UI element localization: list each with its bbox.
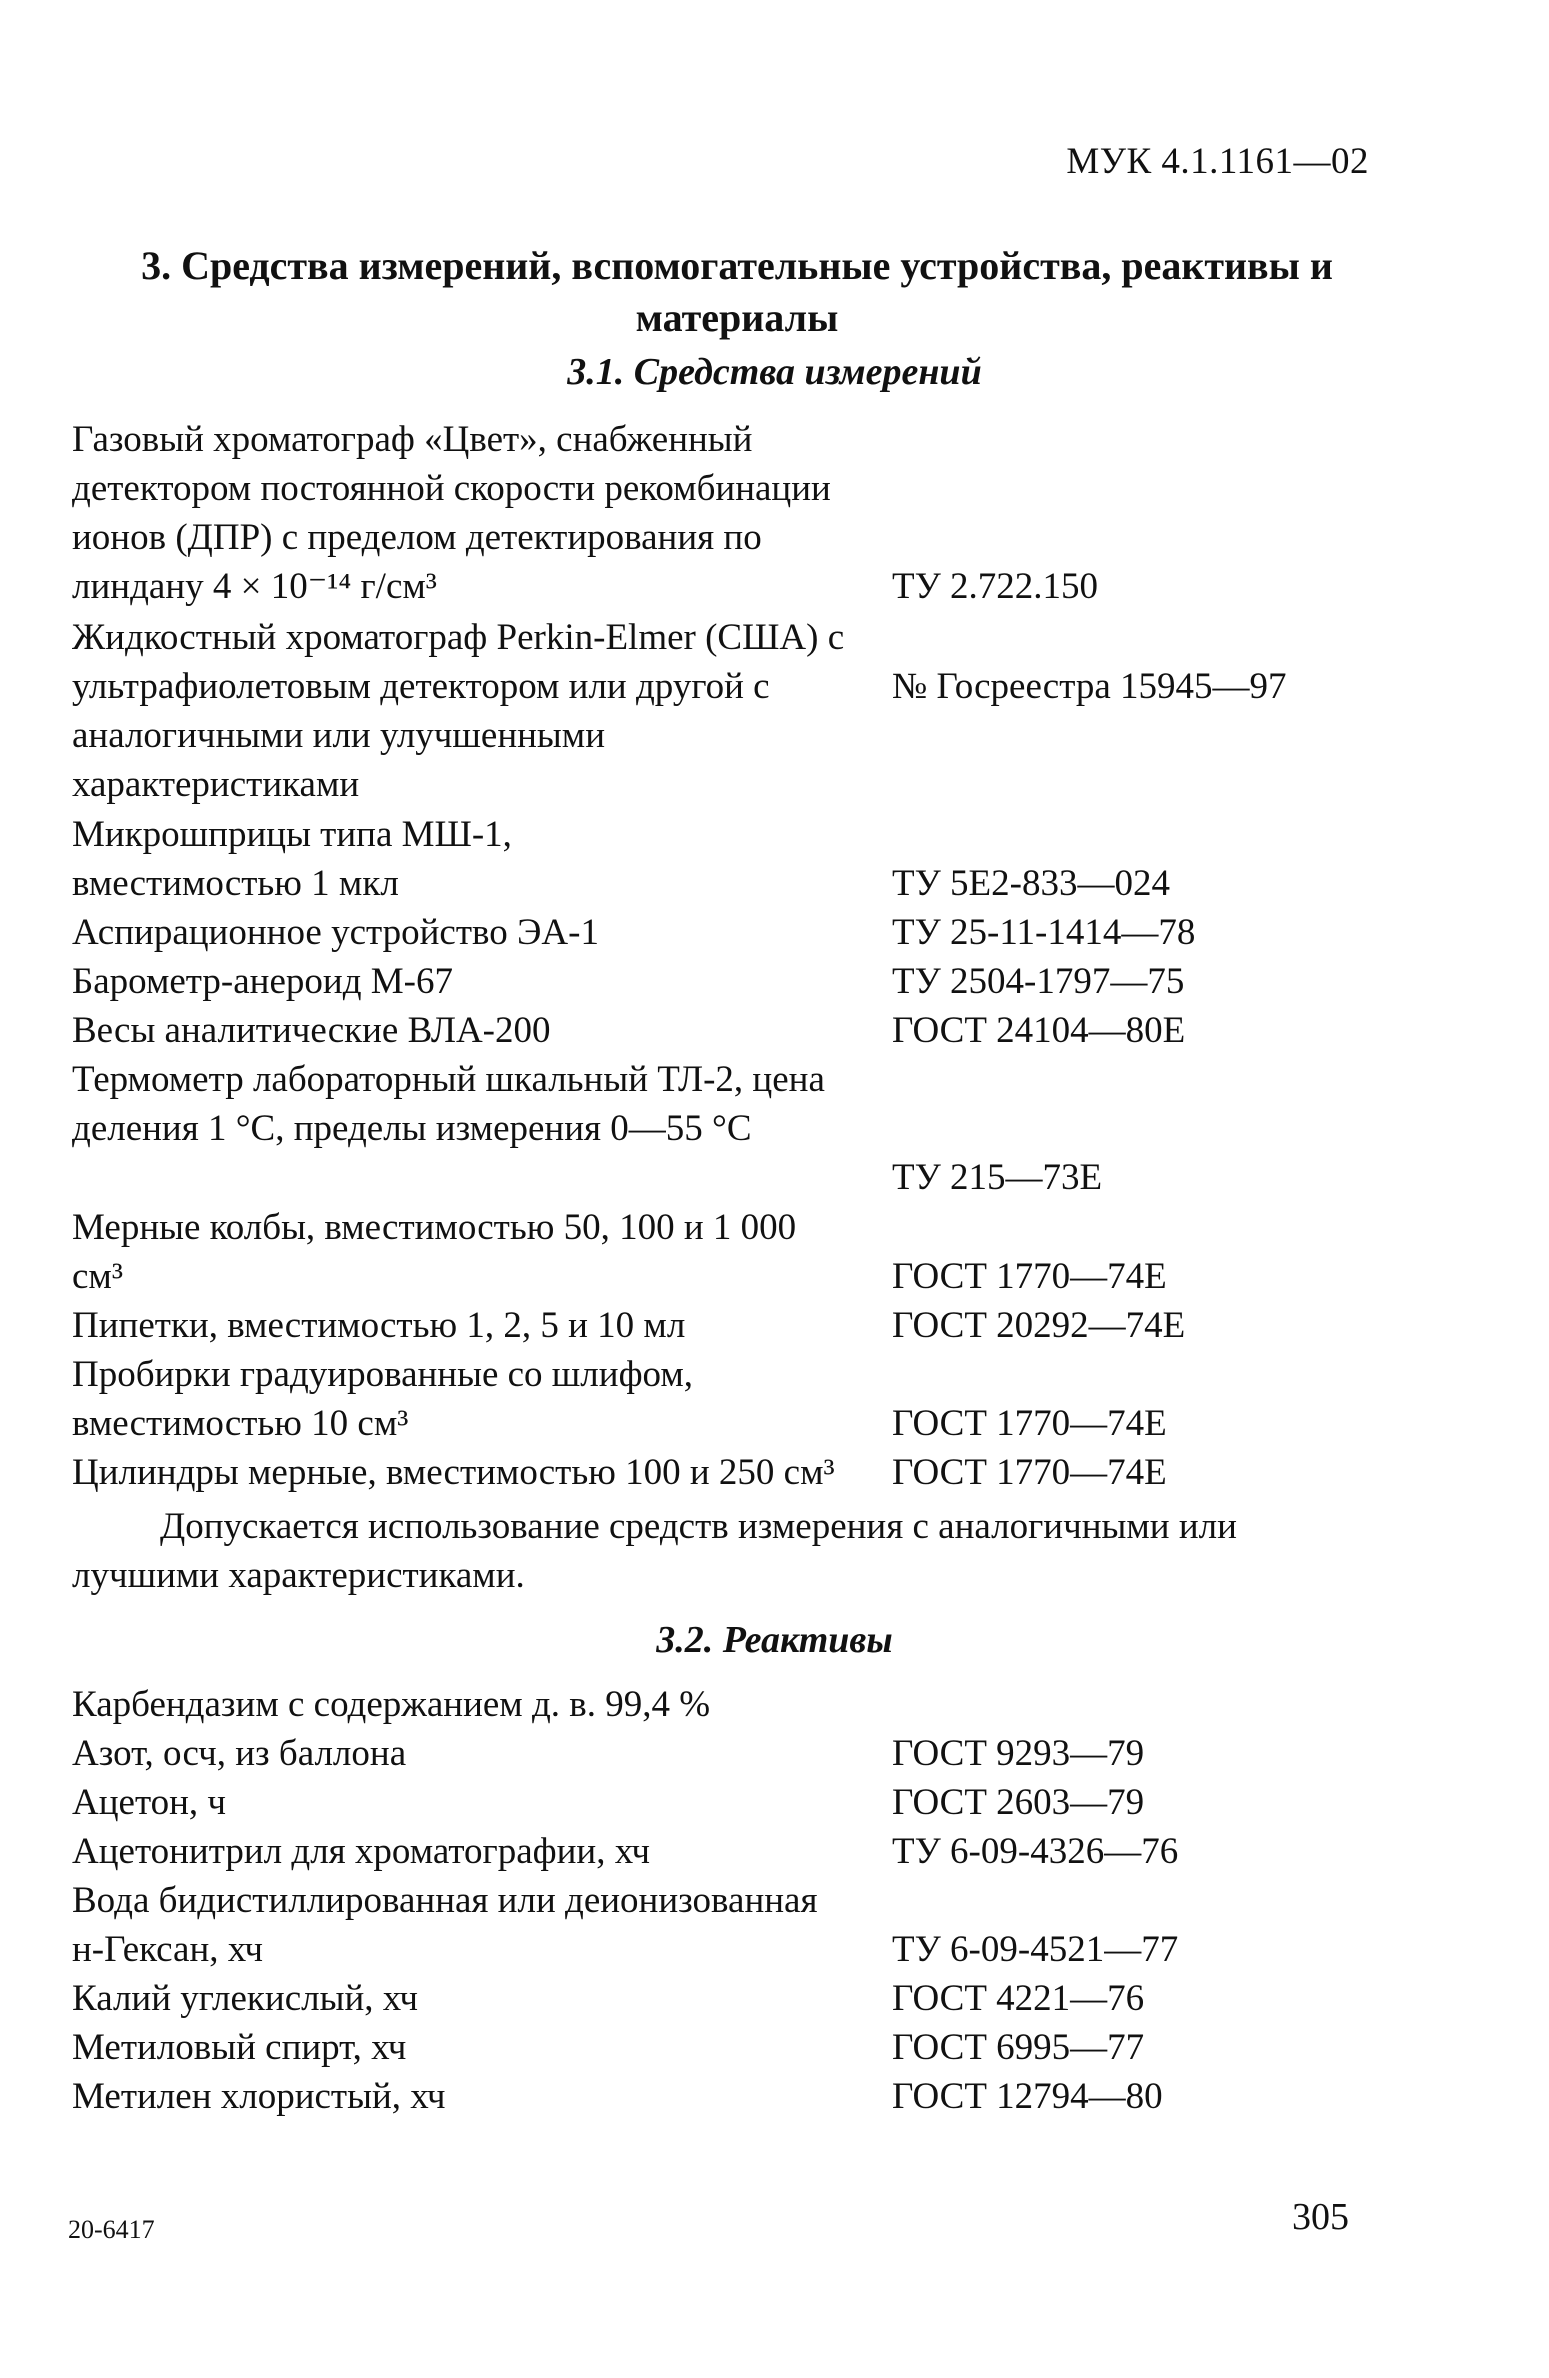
item-standard: ГОСТ 20292—74Е — [892, 1305, 1186, 1346]
document-code: МУК 4.1.1161—02 — [1066, 141, 1369, 182]
item-label: Весы аналитические ВЛА-200 — [72, 1010, 551, 1051]
item-standard: ГОСТ 9293—79 — [892, 1733, 1145, 1774]
print-code: 20-6417 — [68, 2215, 155, 2244]
item-label: Азот, осч, из баллона — [72, 1733, 407, 1774]
item-standard: ТУ 6-09-4326—76 — [892, 1831, 1179, 1872]
item-standard: ГОСТ 1770—74Е — [892, 1452, 1167, 1493]
item-standard: № Госреестра 15945—97 — [892, 666, 1287, 707]
item-label: Карбендазим с содержанием д. в. 99,4 % — [72, 1684, 711, 1725]
item-standard: ГОСТ 1770—74Е — [892, 1256, 1167, 1297]
item-label: н-Гексан, хч — [72, 1929, 264, 1970]
item-label: Калий углекислый, хч — [72, 1978, 419, 2019]
item-label: Микрошприцы типа МШ-1, вместимостью 1 мкл — [72, 814, 512, 904]
item-label: Метилен хлористый, хч — [72, 2076, 446, 2117]
item-label: Пипетки, вместимостью 1, 2, 5 и 10 мл — [72, 1305, 686, 1346]
item-label: Барометр-анероид М-67 — [72, 961, 453, 1002]
item-standard: ТУ 6-09-4521—77 — [892, 1929, 1179, 1970]
item-label: Аспирационное устройство ЭА-1 — [72, 912, 599, 953]
item-standard: ГОСТ 12794—80 — [892, 2076, 1163, 2117]
item-standard: ТУ 25-11-1414—78 — [892, 912, 1196, 953]
item-label: Ацетон, ч — [72, 1782, 227, 1823]
item-label: Метиловый спирт, хч — [72, 2027, 407, 2068]
item-label: Ацетонитрил для хроматографии, хч — [72, 1831, 650, 1872]
note-paragraph: Допускается использование средств измерения с аналогичными или лучшими характеристиками. — [72, 1506, 1237, 1596]
item-label: Газовый хроматограф «Цвет», снабженный детектором постоянной скорости рекомбинации ионов (ДПР) с пределом детектирования по линдану 4 × 10⁻¹⁴ г/см³ — [72, 419, 831, 607]
item-label: Жидкостный хроматограф Perkin-Elmer (США) с ультрафиолетовым детектором или другой с аналогичными или улучшенными характеристиками — [72, 617, 845, 805]
item-label: Пробирки градуированные со шлифом, вместимостью 10 см³ — [72, 1354, 693, 1444]
item-standard: ГОСТ 2603—79 — [892, 1782, 1145, 1823]
subsection-reagents-title: 3.2. Реактивы — [656, 1619, 893, 1661]
item-standard: ГОСТ 6995—77 — [892, 2027, 1145, 2068]
item-standard: ТУ 2.722.150 — [892, 566, 1099, 607]
item-standard: ГОСТ 4221—76 — [892, 1978, 1145, 2019]
item-label: Термометр лабораторный шкальный ТЛ-2, цена деления 1 °С, пределы измерения 0—55 °С — [72, 1059, 825, 1149]
item-label: Мерные колбы, вместимостью 50, 100 и 1 000 см³ — [72, 1207, 797, 1297]
item-standard: ТУ 5Е2-833—024 — [892, 863, 1170, 904]
section-title: 3. Средства измерений, вспомогательные устройства, реактивы и материалы — [141, 243, 1333, 340]
subsection-instruments-title: 3.1. Средства измерений — [567, 351, 982, 393]
item-standard: ГОСТ 1770—74Е — [892, 1403, 1167, 1444]
item-label: Цилиндры мерные, вместимостью 100 и 250 см³ — [72, 1452, 835, 1493]
item-label: Вода бидистиллированная или деионизованная — [72, 1880, 818, 1921]
item-standard: ТУ 2504-1797—75 — [892, 961, 1185, 1002]
page-number: 305 — [1292, 2196, 1349, 2238]
item-standard: ТУ 215—73Е — [892, 1157, 1103, 1198]
item-standard: ГОСТ 24104—80Е — [892, 1010, 1186, 1051]
